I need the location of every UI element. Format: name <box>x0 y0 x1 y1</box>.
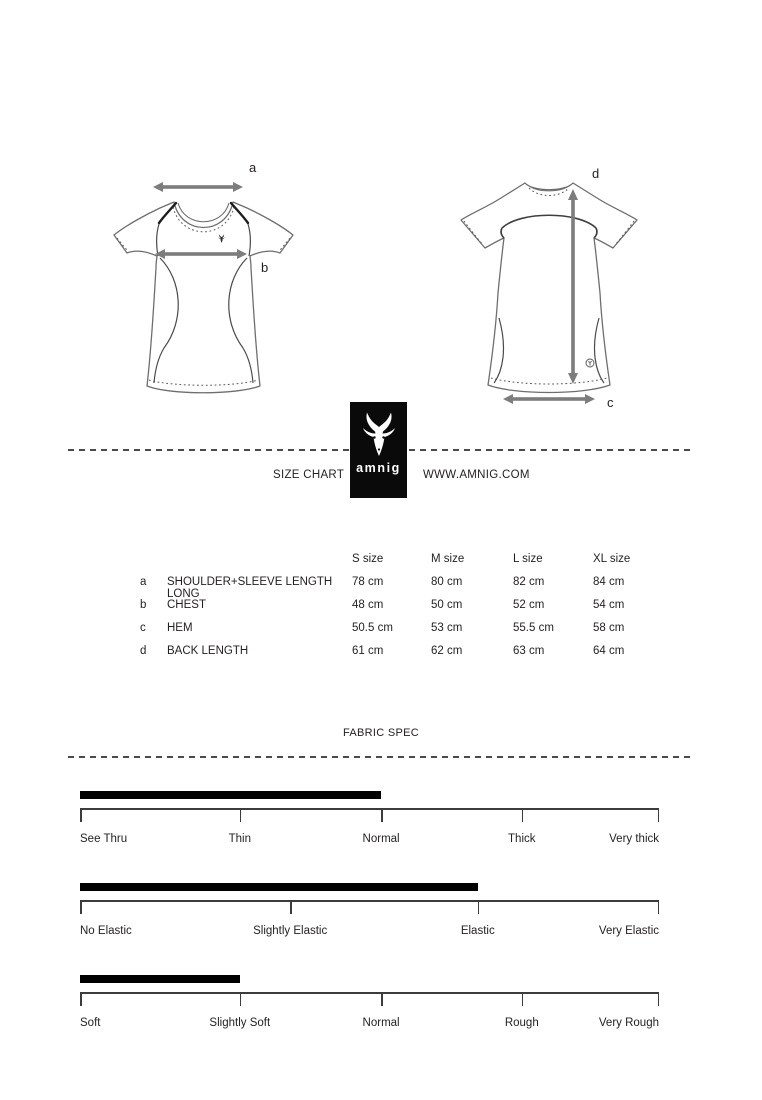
cell: 63 cm <box>513 645 545 657</box>
cell: 54 cm <box>593 599 625 611</box>
scale-fill-bar <box>80 883 478 891</box>
cell: 80 cm <box>431 576 463 588</box>
cell: 84 cm <box>593 576 625 588</box>
size-chart-title: SIZE CHART <box>273 469 345 481</box>
scale-label: No Elastic <box>80 925 132 937</box>
cell: 61 cm <box>352 645 384 657</box>
measure-arrow-a <box>153 182 243 192</box>
scale-label: Very Rough <box>598 1017 659 1029</box>
scale-label: Slightly Elastic <box>253 925 328 937</box>
measure-label-b: b <box>261 260 269 275</box>
scale-label: Rough <box>504 1017 539 1029</box>
row-label: CHEST <box>167 599 206 611</box>
scale-label: Thick <box>508 833 536 845</box>
scale-label: Very Elastic <box>598 925 659 937</box>
cell: 64 cm <box>593 645 625 657</box>
scale-label: Slightly Soft <box>209 1017 271 1029</box>
row-label: HEM <box>167 622 193 634</box>
col-header-xl: XL size <box>593 553 631 565</box>
dashed-divider-bottom <box>68 756 690 758</box>
row-label: BACK LENGTH <box>167 645 249 657</box>
cell: 50 cm <box>431 599 463 611</box>
tshirt-front-drawing <box>100 158 320 408</box>
cell: 48 cm <box>352 599 384 611</box>
scale-label: Thin <box>228 833 251 845</box>
fabric-scale-softness <box>80 975 659 1045</box>
cell: 50.5 cm <box>352 622 393 634</box>
cell: 78 cm <box>352 576 384 588</box>
row-key: b <box>140 599 147 611</box>
measure-label-a: a <box>249 160 257 175</box>
measure-label-d: d <box>592 166 600 181</box>
scale-fill-bar <box>80 975 240 983</box>
scale-label: See Thru <box>80 833 128 845</box>
cell: 62 cm <box>431 645 463 657</box>
row-key: c <box>140 622 146 634</box>
measure-label-c: c <box>607 395 614 410</box>
row-key: d <box>140 645 147 657</box>
tshirt-back-drawing <box>445 158 665 408</box>
fabric-scale-elasticity <box>80 883 659 953</box>
scale-axis <box>80 900 659 902</box>
cell: 82 cm <box>513 576 545 588</box>
col-header-m: M size <box>431 553 465 565</box>
size-table <box>140 553 670 668</box>
col-header-l: L size <box>513 553 543 565</box>
measure-arrow-c <box>503 394 595 404</box>
antelope-head-icon <box>361 411 397 458</box>
scale-fill-bar <box>80 791 381 799</box>
col-header-s: S size <box>352 553 384 565</box>
logo-wordmark: amnig <box>356 461 401 475</box>
row-label: SHOULDER+SLEEVE LENGTH LONG <box>167 576 333 600</box>
scale-label: Normal <box>362 1017 400 1029</box>
amnig-logo <box>350 402 407 498</box>
scale-label: Elastic <box>460 925 495 937</box>
fabric-spec-title: FABRIC SPEC <box>342 727 420 739</box>
website-text: WWW.AMNIG.COM <box>423 469 530 481</box>
scale-label: Soft <box>80 1017 101 1029</box>
fabric-scale-thickness <box>80 791 659 861</box>
scale-label: Very thick <box>609 833 659 845</box>
cell: 58 cm <box>593 622 625 634</box>
scale-axis <box>80 992 659 994</box>
row-key: a <box>140 576 147 588</box>
cell: 55.5 cm <box>513 622 554 634</box>
scale-label: Normal <box>362 833 400 845</box>
scale-axis <box>80 808 659 810</box>
cell: 52 cm <box>513 599 545 611</box>
cell: 53 cm <box>431 622 463 634</box>
